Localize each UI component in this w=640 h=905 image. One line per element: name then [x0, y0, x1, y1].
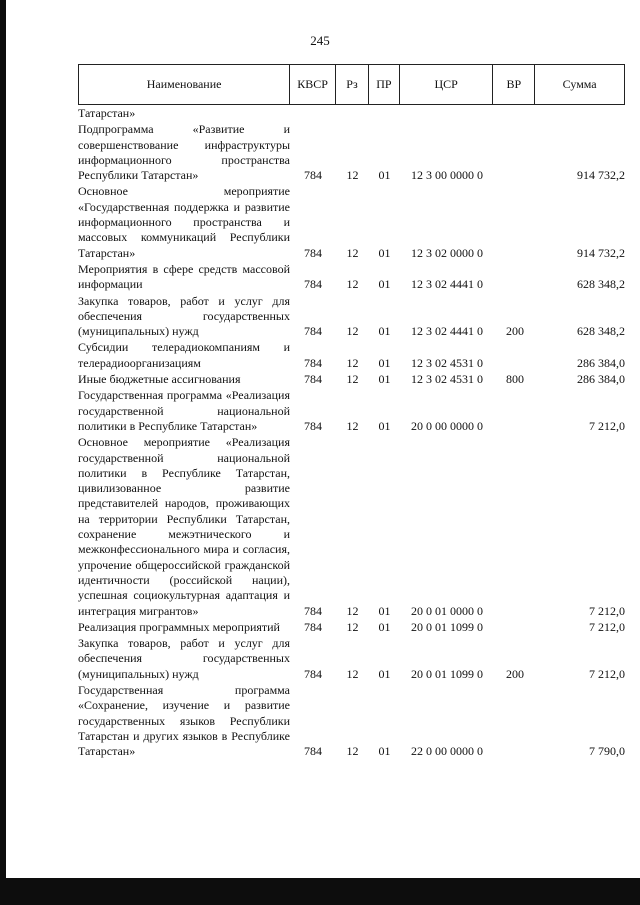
cell-pr: 01 — [378, 277, 391, 292]
table-row — [78, 122, 625, 183]
table-row — [78, 294, 625, 340]
header-kvsr: КВСР — [290, 65, 336, 104]
cell-rz: 12 — [346, 418, 359, 433]
cell-rz: 12 — [346, 666, 359, 681]
cell-name: Иные бюджетные ассигнования — [78, 372, 241, 387]
cell-csr: 12 3 02 4441 0 — [411, 324, 483, 339]
cell-rz: 12 — [346, 324, 359, 339]
table-row — [78, 372, 625, 387]
cell-name: Закупка товаров, работ и услуг для обеспечения государственных (муниципальных) нужд — [78, 636, 290, 681]
header-name: Наименование — [79, 65, 290, 104]
cell-rz: 12 — [346, 619, 359, 634]
cell-csr: 12 3 00 0000 0 — [411, 168, 483, 183]
cell-kvsr: 784 — [304, 168, 322, 183]
cell-csr: 22 0 00 0000 0 — [411, 744, 483, 759]
cell-rz: 12 — [346, 245, 359, 260]
cell-sum: 914 732,2 — [577, 168, 625, 183]
table-row — [78, 683, 625, 759]
cell-kvsr: 784 — [304, 744, 322, 759]
cell-csr: 12 3 02 4441 0 — [411, 277, 483, 292]
cell-kvsr: 784 — [304, 245, 322, 260]
page-number: 245 — [310, 33, 330, 48]
cell-vr: 200 — [506, 666, 524, 681]
cell-rz: 12 — [346, 355, 359, 370]
cell-sum: 628 348,2 — [577, 277, 625, 292]
cell-kvsr: 784 — [304, 666, 322, 681]
cell-rz: 12 — [346, 372, 359, 387]
cell-rz: 12 — [346, 168, 359, 183]
header-vr: ВР — [493, 65, 535, 104]
cell-kvsr: 784 — [304, 372, 322, 387]
cell-rz: 12 — [346, 744, 359, 759]
table-row — [78, 184, 625, 260]
cell-pr: 01 — [378, 168, 391, 183]
cell-csr: 12 3 02 4531 0 — [411, 355, 483, 370]
scan-left-border — [0, 0, 6, 905]
cell-rz: 12 — [346, 277, 359, 292]
header-sum: Сумма — [562, 77, 597, 91]
cell-kvsr: 784 — [304, 619, 322, 634]
cell-csr: 12 3 02 0000 0 — [411, 245, 483, 260]
cell-sum: 286 384,0 — [577, 372, 625, 387]
table-row — [78, 262, 625, 293]
scan-bottom-border — [0, 878, 640, 905]
cell-sum: 7 212,0 — [589, 603, 625, 618]
cell-sum: 914 732,2 — [577, 245, 625, 260]
cell-kvsr: 784 — [304, 355, 322, 370]
cell-kvsr: 784 — [304, 324, 322, 339]
cell-vr: 800 — [506, 372, 524, 387]
cell-pr: 01 — [378, 245, 391, 260]
cell-kvsr: 784 — [304, 418, 322, 433]
cell-pr: 01 — [378, 324, 391, 339]
header-csr: ЦСР — [400, 65, 494, 104]
cell-csr: 12 3 02 4531 0 — [411, 372, 483, 387]
cell-pr: 01 — [378, 619, 391, 634]
table-row — [78, 106, 625, 121]
cell-csr: 20 0 00 0000 0 — [411, 418, 483, 433]
cell-sum: 286 384,0 — [577, 355, 625, 370]
cell-sum: 7 212,0 — [589, 619, 625, 634]
cell-csr: 20 0 01 1099 0 — [411, 666, 483, 681]
cell-pr: 01 — [378, 418, 391, 433]
header-rz: Рз — [336, 65, 369, 104]
table-row — [78, 636, 625, 682]
cell-vr: 200 — [506, 324, 524, 339]
cell-kvsr: 784 — [304, 603, 322, 618]
cell-sum: 628 348,2 — [577, 324, 625, 339]
cell-name: Субсидии телерадиокомпаниям и телерадиоорганизациям — [78, 340, 290, 370]
cell-csr: 20 0 01 0000 0 — [411, 603, 483, 618]
cell-pr: 01 — [378, 744, 391, 759]
table-row — [78, 340, 625, 371]
table-body — [78, 106, 625, 760]
cell-name: Основное мероприятие «Реализация государственной национальной политики в Республике Татарстан, цивилизованное развитие представителей народов, проживающих на территории Республики Татарстан, сохранение межэтнического и межконфессионального мира и согласия, упрочение общероссийской гражданской идентичности (российской нации), успешная социокультурная адаптация и интеграция мигрантов» — [78, 435, 290, 618]
cell-name: Государственная программа «Сохранение, изучение и развитие государственных языков Республики Татарстан и других языков в Республике Татарстан» — [78, 682, 290, 759]
cell-name: Подпрограмма «Развитие и совершенствование инфраструктуры информационного пространства Республики Татарстан» — [78, 122, 290, 183]
table-header — [78, 64, 625, 105]
table-row — [78, 435, 625, 619]
cell-sum: 7 212,0 — [589, 418, 625, 433]
cell-pr: 01 — [378, 372, 391, 387]
cell-name: Основное мероприятие «Государственная поддержка и развитие информационного пространства и массовых коммуникаций Республики Татарстан» — [78, 184, 290, 260]
table-row — [78, 388, 625, 434]
cell-name: Государственная программа «Реализация государственной национальной политики в Республике Татарстан» — [78, 388, 290, 433]
cell-sum: 7 212,0 — [589, 666, 625, 681]
header-pr: ПР — [369, 65, 400, 104]
cell-pr: 01 — [378, 603, 391, 618]
cell-csr: 20 0 01 1099 0 — [411, 619, 483, 634]
table-row — [78, 620, 625, 635]
cell-name: Татарстан» — [78, 106, 136, 120]
cell-name: Закупка товаров, работ и услуг для обеспечения государственных (муниципальных) нужд — [78, 293, 290, 339]
cell-pr: 01 — [378, 666, 391, 681]
cell-sum: 7 790,0 — [589, 744, 625, 759]
cell-name: Мероприятия в сфере средств массовой информации — [78, 261, 290, 292]
cell-kvsr: 784 — [304, 277, 322, 292]
cell-name: Реализация программных мероприятий — [78, 619, 280, 634]
cell-pr: 01 — [378, 355, 391, 370]
cell-rz: 12 — [346, 603, 359, 618]
